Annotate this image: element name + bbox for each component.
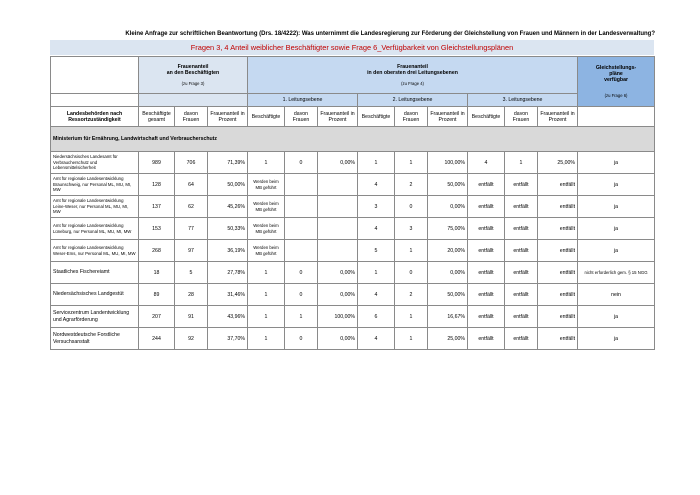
table-row [51,284,655,306]
l3-emp-cell: entfällt [468,218,505,240]
table-row [51,328,655,350]
share-cell: 37,70% [208,328,248,350]
l1-emp-cell: 1 [248,306,285,328]
table-row [51,262,655,284]
plan-cell: ja [578,240,655,262]
plan-cell: ja [578,196,655,218]
total-cell: 18 [139,262,175,284]
l3-women-cell: entfällt [505,328,538,350]
total-cell: 244 [139,328,175,350]
blank-header-cell [51,57,139,94]
l2-women-cell: 2 [395,174,428,196]
agency-cell: Amt für regionale Landesentwicklung Lüneburg, nur Personal ML, MU, MI, MW [51,218,139,240]
share-cell: 27,78% [208,262,248,284]
l1-emp-cell: 1 [248,284,285,306]
l2-emp-cell: 6 [358,306,395,328]
l2-emp-cell: 4 [358,218,395,240]
l1-women-cell [285,240,318,262]
agency-cell: Amt für regionale Landesentwicklung Braunschweig, nur Personal ML, MU, MI, MW [51,174,139,196]
total-cell: 89 [139,284,175,306]
level3-header: 3. Leitungsebene [468,94,578,107]
l2-women-cell: 2 [395,284,428,306]
col-share: Frauenanteil in Prozent [208,107,248,127]
l2-share-cell: 25,00% [428,328,468,350]
agency-cell: Niedersächsisches Landgestüt [51,284,139,306]
total-cell: 128 [139,174,175,196]
staff-table [50,56,655,350]
share-cell: 45,26% [208,196,248,218]
l2-women-cell: 1 [395,306,428,328]
women-cell: 706 [175,152,208,174]
table-row [51,218,655,240]
l3-emp-cell: entfällt [468,262,505,284]
col-l1-women: davon Frauen [285,107,318,127]
table-row [51,196,655,218]
group2-title: Frauenanteil [397,64,428,70]
col-l3-share: Frauenanteil in Prozent [538,107,578,127]
share-cell: 31,46% [208,284,248,306]
table-row [51,306,655,328]
group1-subtitle: an den Beschäftigten [166,70,220,76]
plan-cell: nein [578,284,655,306]
l2-share-cell: 50,00% [428,284,468,306]
col-l3-emp: Beschäftigte [468,107,505,127]
l2-share-cell: 16,67% [428,306,468,328]
l1-share-cell [318,196,358,218]
l2-emp-cell: 4 [358,328,395,350]
group3-title-2: pläne [609,71,623,77]
l3-share-cell: entfällt [538,262,578,284]
agency-cell: Staatliches Fischereiamt [51,262,139,284]
table-row [51,174,655,196]
plan-cell: ja [578,174,655,196]
l3-women-cell: 1 [505,152,538,174]
l2-share-cell: 75,00% [428,218,468,240]
col-l1-share: Frauenanteil in Prozent [318,107,358,127]
l3-share-cell: entfällt [538,218,578,240]
l1-women-cell [285,174,318,196]
group-header-employees [139,57,248,94]
l2-emp-cell: 1 [358,152,395,174]
l3-women-cell: entfällt [505,218,538,240]
l3-women-cell: entfällt [505,174,538,196]
l3-emp-cell: 4 [468,152,505,174]
plan-cell: ja [578,306,655,328]
col-l2-emp: Beschäftigte [358,107,395,127]
total-cell: 153 [139,218,175,240]
share-cell: 36,19% [208,240,248,262]
l1-emp-cell: Werden beim MB geführt [248,218,285,240]
document-title: Kleine Anfrage zur schriftlichen Beantwortung (Drs. 18/4222): Was unternimmt die Landesregierung zur Förderung der Gleichstellung von Frauen und Männern in der Landesverwaltung? [125,31,655,37]
l3-share-cell: entfällt [538,196,578,218]
group3-ref: (zu Frage 6) [604,93,628,98]
plan-cell: ja [578,218,655,240]
col-agency: Landesbehörden nach Ressortzuständigkeit [51,107,139,127]
l1-emp-cell: 1 [248,328,285,350]
l1-women-cell [285,218,318,240]
l2-emp-cell: 4 [358,284,395,306]
l1-emp-cell: Werden beim MB geführt [248,174,285,196]
l3-emp-cell: entfällt [468,240,505,262]
l2-share-cell: 0,00% [428,262,468,284]
total-cell: 137 [139,196,175,218]
l1-share-cell: 0,00% [318,284,358,306]
group1-ref: (zu Frage 3) [181,81,205,86]
share-cell: 50,00% [208,174,248,196]
plan-cell: ja [578,328,655,350]
group-header-plans [578,57,655,107]
l2-women-cell: 0 [395,196,428,218]
group1-title: Frauenanteil [177,64,209,70]
group3-title: Gleichstellungs- [595,65,637,71]
l2-women-cell: 1 [395,328,428,350]
l2-women-cell: 3 [395,218,428,240]
l1-women-cell [285,196,318,218]
women-cell: 28 [175,284,208,306]
agency-cell: Nordwestdeutsche Forstliche Versuchsanstalt [51,328,139,350]
l3-women-cell: entfällt [505,284,538,306]
table-row [51,152,655,174]
l2-women-cell: 0 [395,262,428,284]
group2-ref: (zu Frage 4) [401,81,424,86]
level2-header: 2. Leitungsebene [358,94,468,107]
col-l1-emp: Beschäftigte [248,107,285,127]
l3-women-cell: entfällt [505,240,538,262]
l3-women-cell: entfällt [505,306,538,328]
col-l2-share: Frauenanteil in Prozent [428,107,468,127]
l1-share-cell [318,218,358,240]
l1-share-cell: 0,00% [318,152,358,174]
l1-women-cell: 0 [285,152,318,174]
blank-header-cell [51,94,139,107]
l3-share-cell: entfällt [538,174,578,196]
total-cell: 989 [139,152,175,174]
l3-emp-cell: entfällt [468,174,505,196]
l2-women-cell: 1 [395,152,428,174]
l2-emp-cell: 1 [358,262,395,284]
table-subtitle: Fragen 3, 4 Anteil weiblicher Beschäftigter sowie Frage 6_Verfügbarkeit von Gleichstellungsplänen [50,40,654,55]
agency-cell: Niedersächsisches Landesamt für Verbraucherschutz und Lebensmittelsicherheit [51,152,139,174]
women-cell: 62 [175,196,208,218]
l2-emp-cell: 3 [358,196,395,218]
level1-header: 1. Leitungsebene [248,94,358,107]
plan-cell: ja [578,152,655,174]
l3-share-cell: entfällt [538,328,578,350]
l1-share-cell [318,240,358,262]
women-cell: 5 [175,262,208,284]
col-emp-total: Beschäftigte gesamt [139,107,175,127]
l1-women-cell: 0 [285,284,318,306]
group-header-leadership [248,57,578,94]
l3-emp-cell: entfällt [468,284,505,306]
l3-share-cell: 25,00% [538,152,578,174]
l1-share-cell: 100,00% [318,306,358,328]
women-cell: 92 [175,328,208,350]
l2-share-cell: 50,00% [428,174,468,196]
agency-cell: Amt für regionale Landesentwicklung Leine-Weser, nur Personal ML, MU, MI, MW [51,196,139,218]
l2-share-cell: 20,00% [428,240,468,262]
women-cell: 97 [175,240,208,262]
table-row [51,240,655,262]
l3-share-cell: entfällt [538,306,578,328]
l1-women-cell: 1 [285,306,318,328]
section-header: Ministerium für Ernährung, Landwirtschaft und Verbraucherschutz [51,127,655,152]
l1-women-cell: 0 [285,328,318,350]
l1-emp-cell: Werden beim MB geführt [248,196,285,218]
women-cell: 91 [175,306,208,328]
l3-emp-cell: entfällt [468,306,505,328]
l2-share-cell: 100,00% [428,152,468,174]
l1-women-cell: 0 [285,262,318,284]
col-plan [578,107,655,127]
agency-cell: Amt für regionale Landesentwicklung Weser-Ems, nur Personal ML, MU, MI, MW [51,240,139,262]
l1-emp-cell: Werden beim MB geführt [248,240,285,262]
col-l3-women: davon Frauen [505,107,538,127]
l2-emp-cell: 4 [358,174,395,196]
share-cell: 43,96% [208,306,248,328]
l2-share-cell: 0,00% [428,196,468,218]
group2-subtitle: in den obersten drei Leitungsebenen [367,70,458,76]
l1-share-cell: 0,00% [318,262,358,284]
l3-women-cell: entfällt [505,196,538,218]
women-cell: 77 [175,218,208,240]
l3-share-cell: entfällt [538,240,578,262]
l1-emp-cell: 1 [248,262,285,284]
plan-cell: nicht erforderlich gem. § 15 NGG [578,262,655,284]
l3-emp-cell: entfällt [468,196,505,218]
l2-women-cell: 1 [395,240,428,262]
l3-share-cell: entfällt [538,284,578,306]
l2-emp-cell: 5 [358,240,395,262]
total-cell: 268 [139,240,175,262]
l1-share-cell: 0,00% [318,328,358,350]
share-cell: 50,33% [208,218,248,240]
share-cell: 71,39% [208,152,248,174]
col-women: davon Frauen [175,107,208,127]
l3-women-cell: entfällt [505,262,538,284]
women-cell: 64 [175,174,208,196]
col-l2-women: davon Frauen [395,107,428,127]
total-cell: 207 [139,306,175,328]
group3-title-3: verfügbar [604,77,628,83]
l1-emp-cell: 1 [248,152,285,174]
l3-emp-cell: entfällt [468,328,505,350]
l1-share-cell [318,174,358,196]
agency-cell: Servicezentrum Landentwicklung und Agrarförderung [51,306,139,328]
blank-header-cell [139,94,248,107]
